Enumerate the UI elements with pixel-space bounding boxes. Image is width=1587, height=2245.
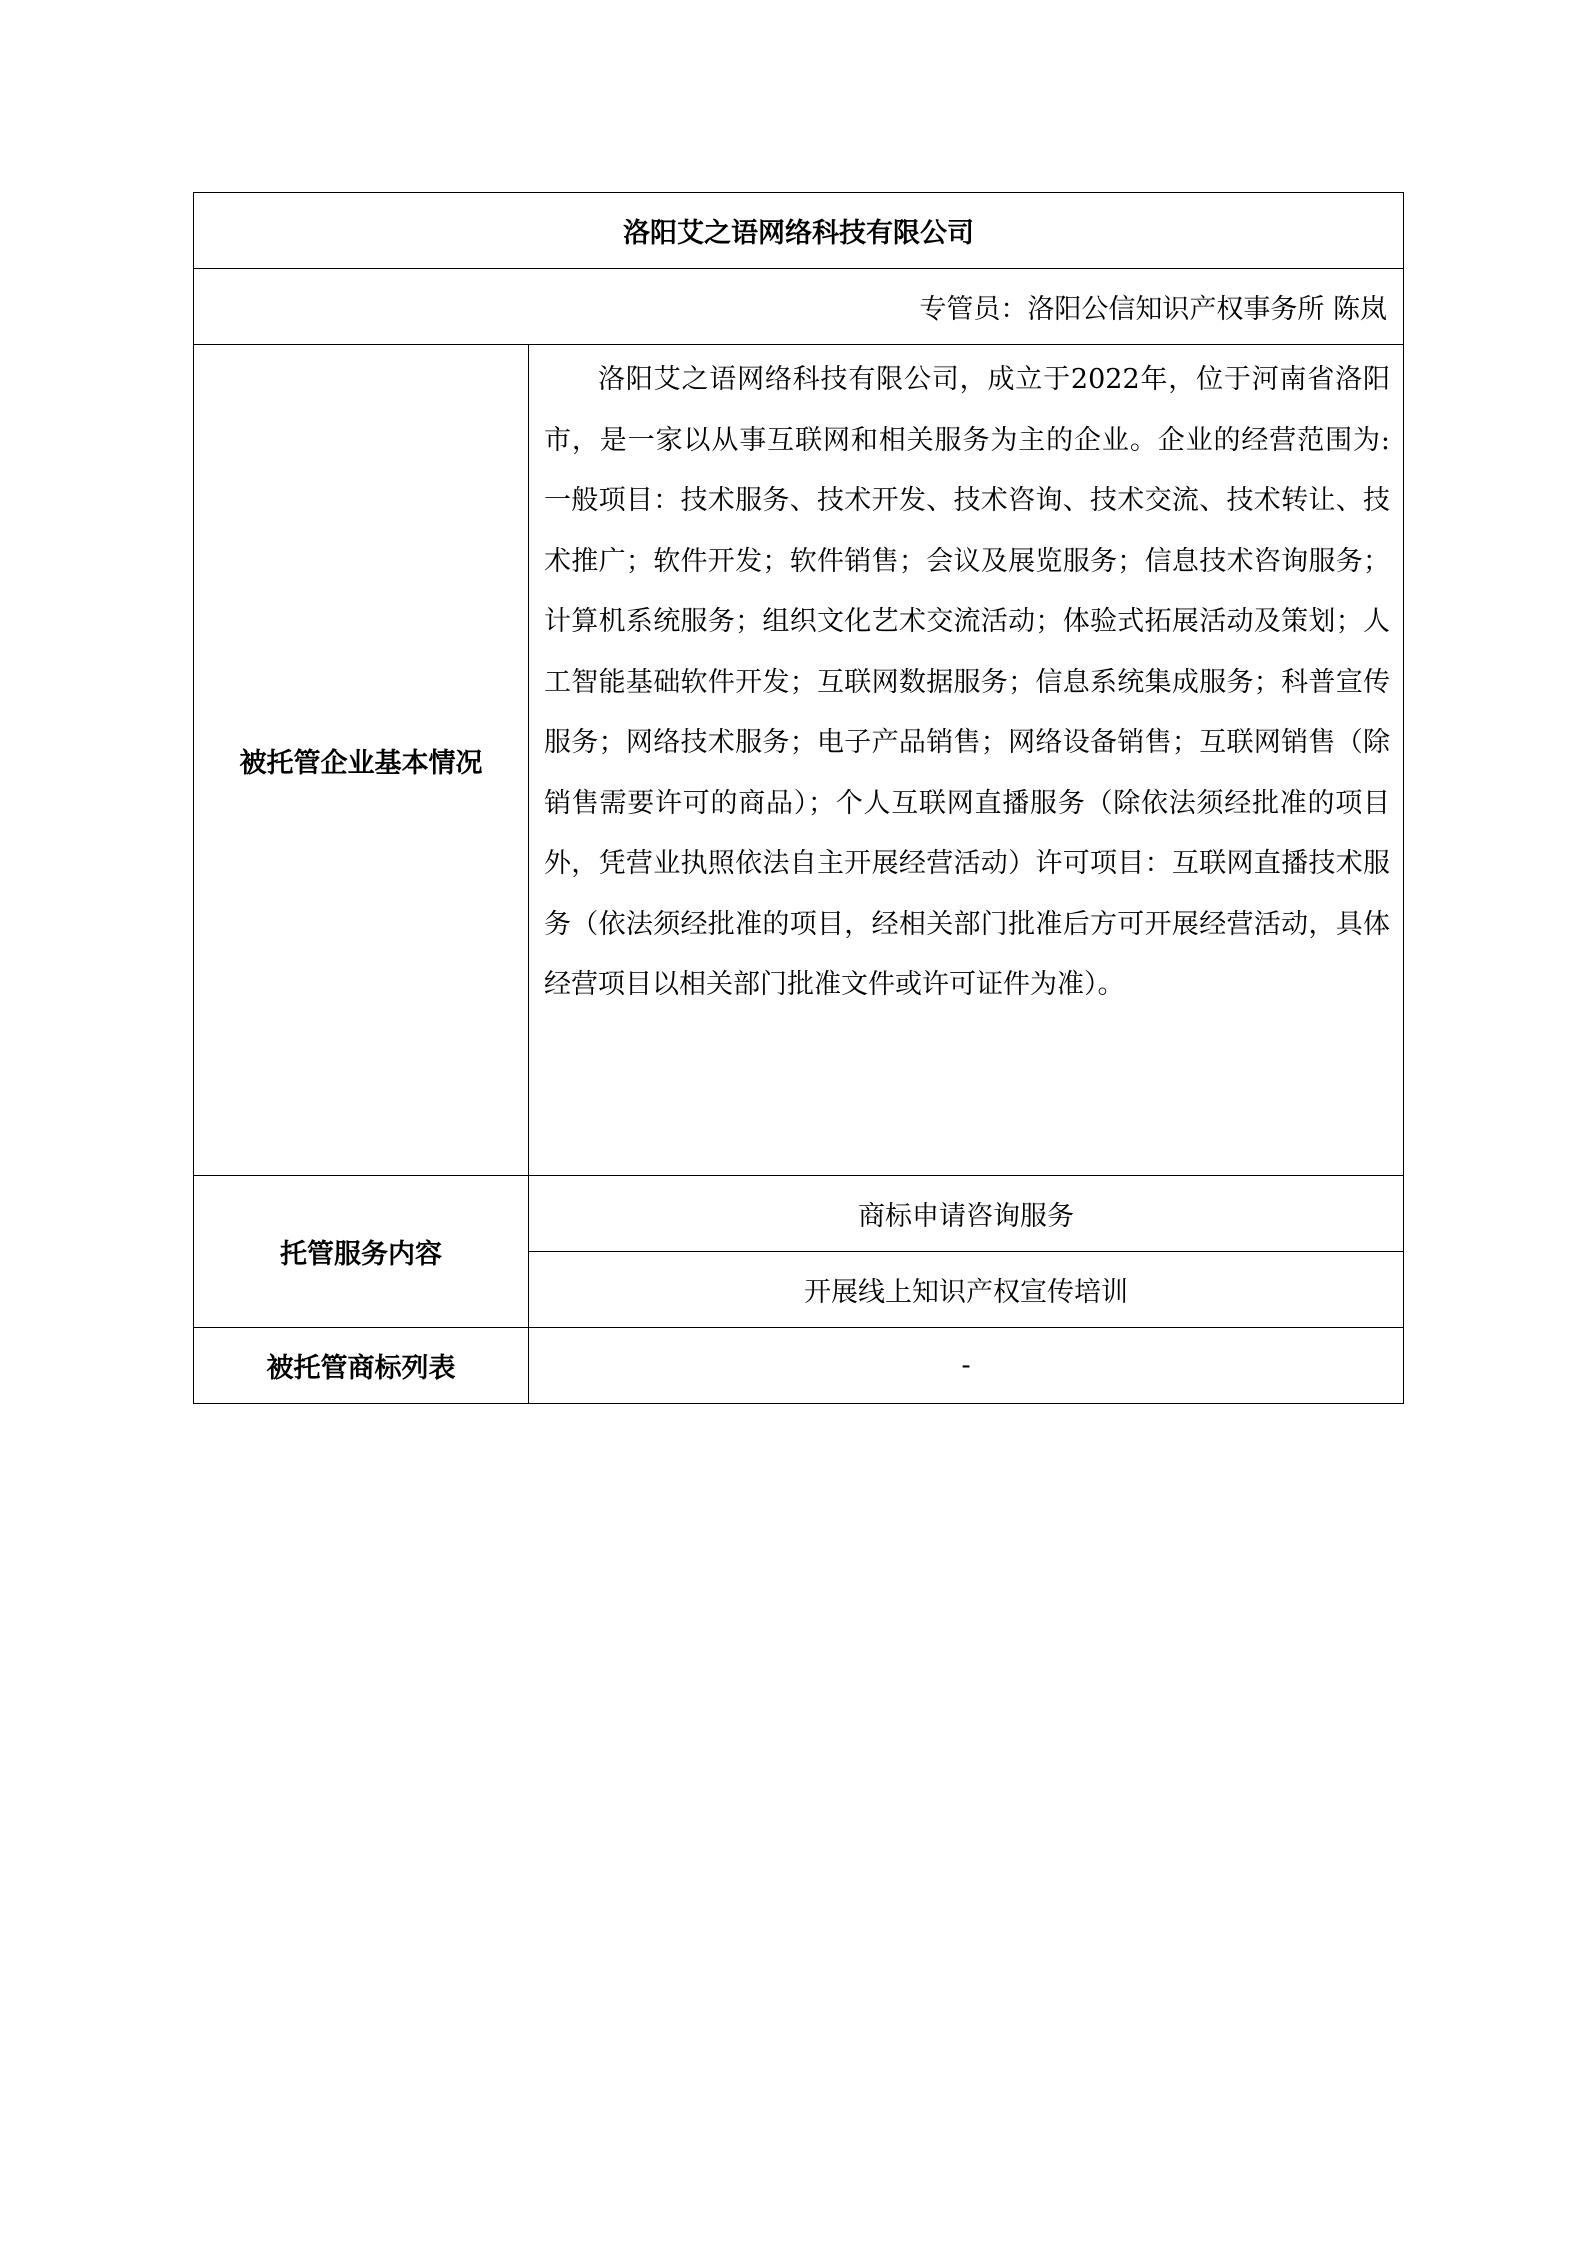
basic-info-row [194, 345, 1404, 1176]
basic-info-cell [529, 345, 1404, 1176]
trademark-list-value: - [529, 1328, 1404, 1404]
company-title: 洛阳艾之语网络科技有限公司 [194, 193, 1404, 269]
services-label: 托管服务内容 [194, 1176, 529, 1328]
manager-line: 专管员：洛阳公信知识产权事务所 陈岚 [194, 269, 1404, 345]
basic-info-description: 洛阳艾之语网络科技有限公司，成立于2022年，位于河南省洛阳市，是一家以从事互联网和相关服务为主的企业。企业的经营范围为:一般项目：技术服务、技术开发、技术咨询、技术交流、技术转让、技术推广；软件开发；软件销售；会议及展览服务；信息技术咨询服务；计算机系统服务；组织文化艺术交流活动；体验式拓展活动及策划；人工智能基础软件开发；互联网数据服务；信息系统集成服务；科普宣传服务；网络技术服务；电子产品销售；网络设备销售；互联网销售（除销售需要许可的商品）；个人互联网直播服务（除依法须经批准的项目外，凭营业执照依法自主开展经营活动）许可项目：互联网直播技术服务（依法须经批准的项目，经相关部门批准后方可开展经营活动，具体经营项目以相关部门批准文件或许可证件为准）。 [544, 364, 1390, 1000]
service-row-1 [194, 1176, 1404, 1252]
basic-info-label: 被托管企业基本情况 [194, 345, 529, 1176]
info-table [193, 192, 1404, 1404]
manager-row [194, 269, 1404, 345]
service-item: 商标申请咨询服务 [529, 1176, 1404, 1252]
trademark-row [194, 1328, 1404, 1404]
trademark-list-label: 被托管商标列表 [194, 1328, 529, 1404]
service-item: 开展线上知识产权宣传培训 [529, 1252, 1404, 1328]
title-row [194, 193, 1404, 269]
